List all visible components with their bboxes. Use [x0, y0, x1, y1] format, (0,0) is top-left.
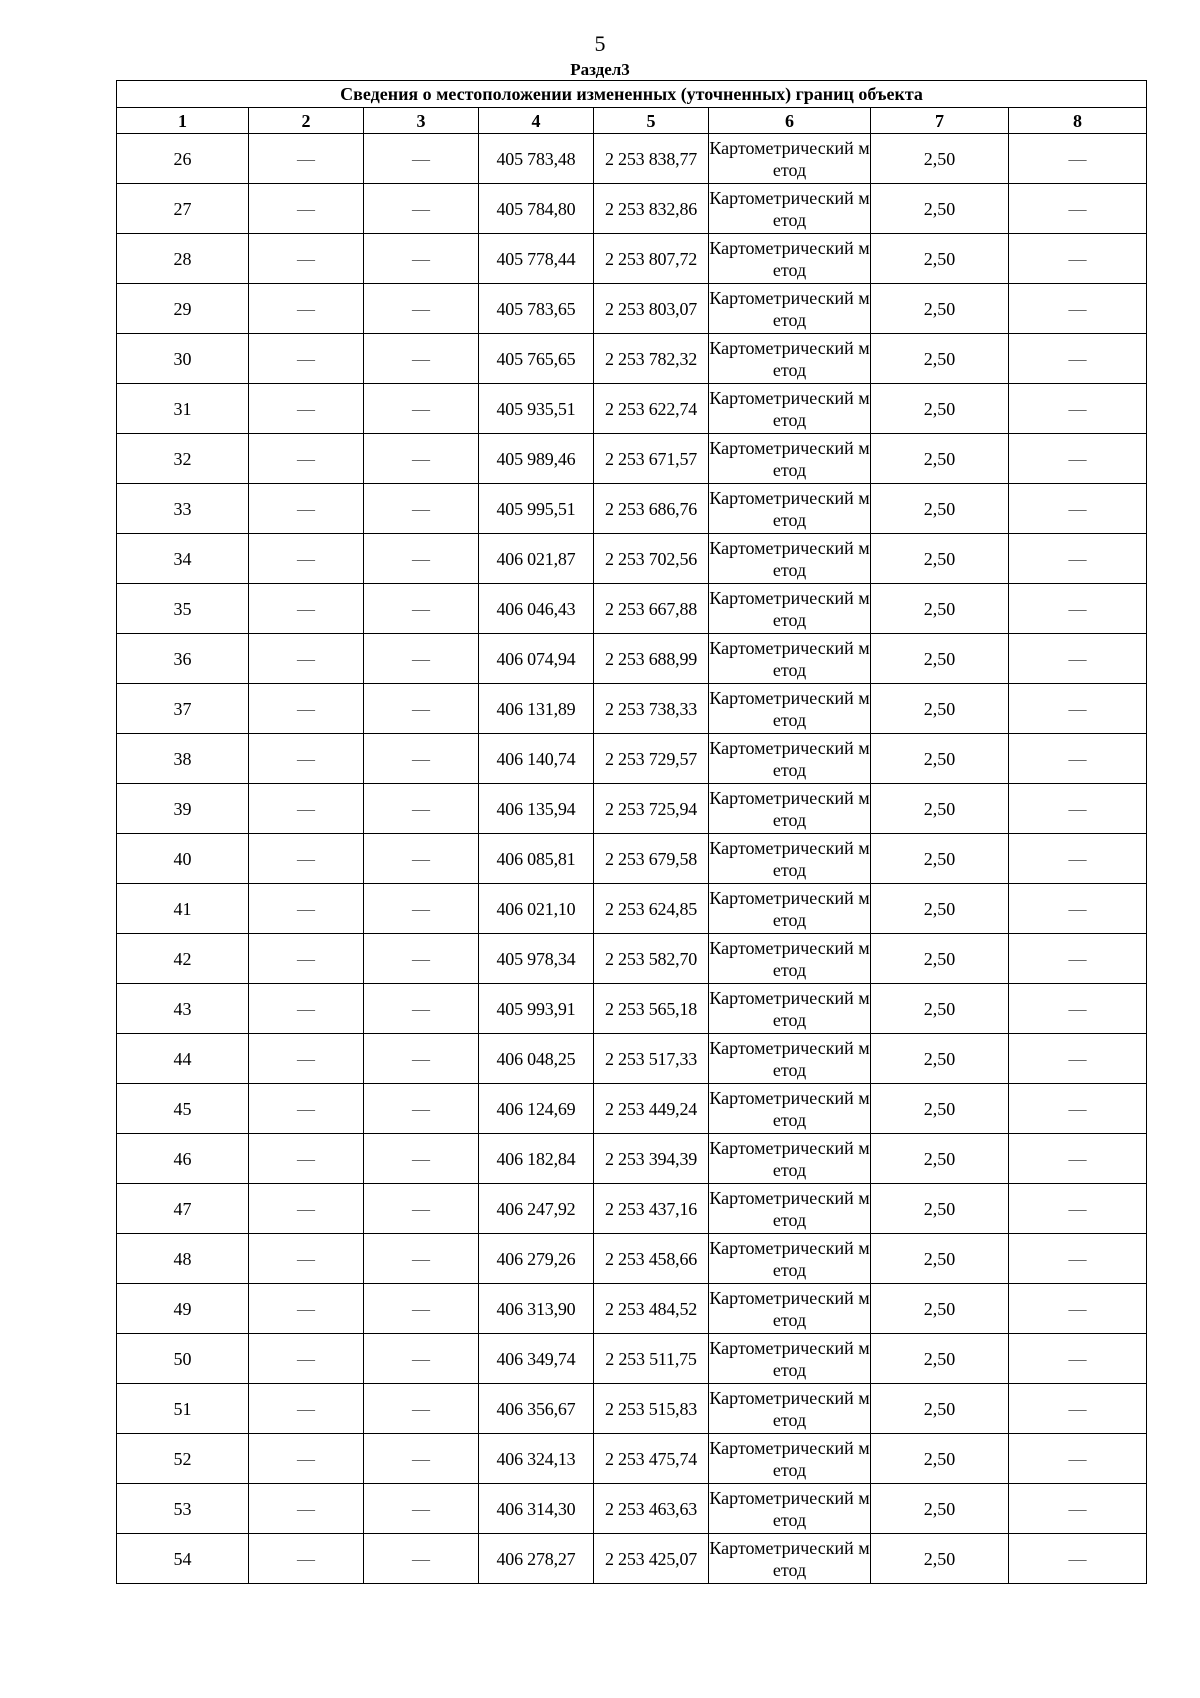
accuracy-cell: 2,50 [871, 1534, 1009, 1584]
table-row [117, 1534, 1147, 1584]
y-coordinate-cell: 2 253 565,18 [594, 984, 709, 1034]
point-number-cell: 53 [117, 1484, 249, 1534]
x-coordinate-cell: 405 783,65 [479, 284, 594, 334]
point-number-cell: 54 [117, 1534, 249, 1584]
accuracy-cell: 2,50 [871, 634, 1009, 684]
column-2-cell: — [249, 1034, 364, 1084]
column-2-cell: — [249, 834, 364, 884]
column-8-cell: — [1009, 284, 1147, 334]
y-coordinate-cell: 2 253 515,83 [594, 1384, 709, 1434]
accuracy-cell: 2,50 [871, 284, 1009, 334]
column-8-cell: — [1009, 684, 1147, 734]
y-coordinate-cell: 2 253 807,72 [594, 234, 709, 284]
y-coordinate-cell: 2 253 437,16 [594, 1184, 709, 1234]
column-3-cell: — [364, 1334, 479, 1384]
method-cell: Картометрический метод [709, 784, 871, 834]
column-8-cell: — [1009, 1534, 1147, 1584]
table-row [117, 1234, 1147, 1284]
point-number-cell: 37 [117, 684, 249, 734]
column-2-cell: — [249, 784, 364, 834]
accuracy-cell: 2,50 [871, 1184, 1009, 1234]
x-coordinate-cell: 406 046,43 [479, 584, 594, 634]
column-number: 1 [117, 108, 249, 134]
accuracy-cell: 2,50 [871, 1234, 1009, 1284]
table-body [117, 134, 1147, 1584]
accuracy-cell: 2,50 [871, 1284, 1009, 1334]
accuracy-cell: 2,50 [871, 934, 1009, 984]
point-number-cell: 29 [117, 284, 249, 334]
y-coordinate-cell: 2 253 803,07 [594, 284, 709, 334]
point-number-cell: 43 [117, 984, 249, 1034]
point-number-cell: 47 [117, 1184, 249, 1234]
method-cell: Картометрический метод [709, 934, 871, 984]
table-row [117, 1384, 1147, 1434]
method-cell: Картометрический метод [709, 1434, 871, 1484]
point-number-cell: 26 [117, 134, 249, 184]
table-row [117, 1334, 1147, 1384]
column-8-cell: — [1009, 634, 1147, 684]
accuracy-cell: 2,50 [871, 684, 1009, 734]
column-2-cell: — [249, 1434, 364, 1484]
accuracy-cell: 2,50 [871, 534, 1009, 584]
column-3-cell: — [364, 1084, 479, 1134]
column-2-cell: — [249, 884, 364, 934]
method-cell: Картометрический метод [709, 534, 871, 584]
boundary-coordinates-table [116, 80, 1147, 1584]
column-8-cell: — [1009, 384, 1147, 434]
column-3-cell: — [364, 384, 479, 434]
column-2-cell: — [249, 584, 364, 634]
method-cell: Картометрический метод [709, 334, 871, 384]
accuracy-cell: 2,50 [871, 134, 1009, 184]
column-3-cell: — [364, 284, 479, 334]
method-cell: Картометрический метод [709, 484, 871, 534]
x-coordinate-cell: 406 124,69 [479, 1084, 594, 1134]
accuracy-cell: 2,50 [871, 1034, 1009, 1084]
column-2-cell: — [249, 134, 364, 184]
column-2-cell: — [249, 434, 364, 484]
column-3-cell: — [364, 234, 479, 284]
column-3-cell: — [364, 1134, 479, 1184]
column-8-cell: — [1009, 1284, 1147, 1334]
point-number-cell: 35 [117, 584, 249, 634]
column-2-cell: — [249, 1234, 364, 1284]
column-number-row [117, 108, 1147, 134]
y-coordinate-cell: 2 253 484,52 [594, 1284, 709, 1334]
column-8-cell: — [1009, 1084, 1147, 1134]
method-cell: Картометрический метод [709, 234, 871, 284]
x-coordinate-cell: 405 765,65 [479, 334, 594, 384]
table-row [117, 1134, 1147, 1184]
point-number-cell: 33 [117, 484, 249, 534]
column-3-cell: — [364, 834, 479, 884]
column-8-cell: — [1009, 1234, 1147, 1284]
table-row [117, 934, 1147, 984]
method-cell: Картометрический метод [709, 1084, 871, 1134]
column-2-cell: — [249, 484, 364, 534]
accuracy-cell: 2,50 [871, 984, 1009, 1034]
y-coordinate-cell: 2 253 425,07 [594, 1534, 709, 1584]
x-coordinate-cell: 406 021,10 [479, 884, 594, 934]
method-cell: Картометрический метод [709, 984, 871, 1034]
method-cell: Картометрический метод [709, 1534, 871, 1584]
y-coordinate-cell: 2 253 458,66 [594, 1234, 709, 1284]
column-8-cell: — [1009, 334, 1147, 384]
x-coordinate-cell: 406 247,92 [479, 1184, 594, 1234]
y-coordinate-cell: 2 253 738,33 [594, 684, 709, 734]
y-coordinate-cell: 2 253 729,57 [594, 734, 709, 784]
y-coordinate-cell: 2 253 463,63 [594, 1484, 709, 1534]
column-8-cell: — [1009, 434, 1147, 484]
column-8-cell: — [1009, 134, 1147, 184]
method-cell: Картометрический метод [709, 884, 871, 934]
method-cell: Картометрический метод [709, 634, 871, 684]
table-caption-row [117, 81, 1147, 108]
accuracy-cell: 2,50 [871, 1384, 1009, 1434]
table-row [117, 984, 1147, 1034]
column-2-cell: — [249, 334, 364, 384]
accuracy-cell: 2,50 [871, 1434, 1009, 1484]
y-coordinate-cell: 2 253 449,24 [594, 1084, 709, 1134]
x-coordinate-cell: 406 324,13 [479, 1434, 594, 1484]
point-number-cell: 46 [117, 1134, 249, 1184]
column-8-cell: — [1009, 1184, 1147, 1234]
table-row [117, 684, 1147, 734]
x-coordinate-cell: 406 349,74 [479, 1334, 594, 1384]
column-2-cell: — [249, 284, 364, 334]
table-row [117, 1084, 1147, 1134]
table-row [117, 334, 1147, 384]
column-8-cell: — [1009, 184, 1147, 234]
column-8-cell: — [1009, 884, 1147, 934]
x-coordinate-cell: 406 279,26 [479, 1234, 594, 1284]
column-2-cell: — [249, 1084, 364, 1134]
point-number-cell: 51 [117, 1384, 249, 1434]
column-number: 5 [594, 108, 709, 134]
column-3-cell: — [364, 334, 479, 384]
column-3-cell: — [364, 584, 479, 634]
column-3-cell: — [364, 1434, 479, 1484]
column-3-cell: — [364, 434, 479, 484]
y-coordinate-cell: 2 253 511,75 [594, 1334, 709, 1384]
accuracy-cell: 2,50 [871, 484, 1009, 534]
column-3-cell: — [364, 484, 479, 534]
y-coordinate-cell: 2 253 582,70 [594, 934, 709, 984]
accuracy-cell: 2,50 [871, 384, 1009, 434]
y-coordinate-cell: 2 253 702,56 [594, 534, 709, 584]
table-row [117, 434, 1147, 484]
accuracy-cell: 2,50 [871, 234, 1009, 284]
column-2-cell: — [249, 984, 364, 1034]
x-coordinate-cell: 406 048,25 [479, 1034, 594, 1084]
page-number: 5 [594, 31, 606, 56]
column-3-cell: — [364, 884, 479, 934]
y-coordinate-cell: 2 253 671,57 [594, 434, 709, 484]
x-coordinate-cell: 406 131,89 [479, 684, 594, 734]
x-coordinate-cell: 406 356,67 [479, 1384, 594, 1434]
method-cell: Картометрический метод [709, 584, 871, 634]
table-row [117, 1434, 1147, 1484]
column-8-cell: — [1009, 534, 1147, 584]
x-coordinate-cell: 405 783,48 [479, 134, 594, 184]
method-cell: Картометрический метод [709, 1484, 871, 1534]
method-cell: Картометрический метод [709, 1284, 871, 1334]
method-cell: Картометрический метод [709, 1034, 871, 1084]
point-number-cell: 42 [117, 934, 249, 984]
method-cell: Картометрический метод [709, 834, 871, 884]
y-coordinate-cell: 2 253 686,76 [594, 484, 709, 534]
column-3-cell: — [364, 734, 479, 784]
x-coordinate-cell: 406 074,94 [479, 634, 594, 684]
table-row [117, 484, 1147, 534]
method-cell: Картометрический метод [709, 284, 871, 334]
column-3-cell: — [364, 1034, 479, 1084]
column-number: 8 [1009, 108, 1147, 134]
y-coordinate-cell: 2 253 624,85 [594, 884, 709, 934]
column-2-cell: — [249, 1334, 364, 1384]
point-number-cell: 50 [117, 1334, 249, 1384]
point-number-cell: 48 [117, 1234, 249, 1284]
accuracy-cell: 2,50 [871, 734, 1009, 784]
column-3-cell: — [364, 1184, 479, 1234]
y-coordinate-cell: 2 253 475,74 [594, 1434, 709, 1484]
table-row [117, 834, 1147, 884]
column-2-cell: — [249, 534, 364, 584]
accuracy-cell: 2,50 [871, 334, 1009, 384]
column-3-cell: — [364, 1484, 479, 1534]
column-8-cell: — [1009, 934, 1147, 984]
column-3-cell: — [364, 634, 479, 684]
column-3-cell: — [364, 984, 479, 1034]
column-8-cell: — [1009, 1134, 1147, 1184]
point-number-cell: 39 [117, 784, 249, 834]
column-2-cell: — [249, 384, 364, 434]
y-coordinate-cell: 2 253 667,88 [594, 584, 709, 634]
column-2-cell: — [249, 1134, 364, 1184]
point-number-cell: 38 [117, 734, 249, 784]
column-2-cell: — [249, 1184, 364, 1234]
x-coordinate-cell: 405 993,91 [479, 984, 594, 1034]
accuracy-cell: 2,50 [871, 784, 1009, 834]
column-2-cell: — [249, 1284, 364, 1334]
column-3-cell: — [364, 784, 479, 834]
column-3-cell: — [364, 1284, 479, 1334]
column-2-cell: — [249, 184, 364, 234]
x-coordinate-cell: 406 135,94 [479, 784, 594, 834]
column-8-cell: — [1009, 1034, 1147, 1084]
y-coordinate-cell: 2 253 679,58 [594, 834, 709, 884]
table-row [117, 284, 1147, 334]
section-title: Раздел3 [570, 60, 630, 79]
table-row [117, 584, 1147, 634]
column-3-cell: — [364, 1384, 479, 1434]
column-2-cell: — [249, 634, 364, 684]
column-8-cell: — [1009, 734, 1147, 784]
column-3-cell: — [364, 684, 479, 734]
column-2-cell: — [249, 1534, 364, 1584]
column-number: 7 [871, 108, 1009, 134]
column-8-cell: — [1009, 1334, 1147, 1384]
point-number-cell: 45 [117, 1084, 249, 1134]
table-row [117, 534, 1147, 584]
accuracy-cell: 2,50 [871, 1484, 1009, 1534]
method-cell: Картометрический метод [709, 434, 871, 484]
x-coordinate-cell: 406 314,30 [479, 1484, 594, 1534]
column-8-cell: — [1009, 834, 1147, 884]
x-coordinate-cell: 405 778,44 [479, 234, 594, 284]
point-number-cell: 32 [117, 434, 249, 484]
table-row [117, 1184, 1147, 1234]
x-coordinate-cell: 406 313,90 [479, 1284, 594, 1334]
method-cell: Картометрический метод [709, 684, 871, 734]
method-cell: Картометрический метод [709, 734, 871, 784]
point-number-cell: 28 [117, 234, 249, 284]
column-8-cell: — [1009, 234, 1147, 284]
accuracy-cell: 2,50 [871, 884, 1009, 934]
method-cell: Картометрический метод [709, 184, 871, 234]
y-coordinate-cell: 2 253 782,32 [594, 334, 709, 384]
point-number-cell: 52 [117, 1434, 249, 1484]
y-coordinate-cell: 2 253 394,39 [594, 1134, 709, 1184]
column-8-cell: — [1009, 784, 1147, 834]
column-3-cell: — [364, 184, 479, 234]
column-2-cell: — [249, 234, 364, 284]
x-coordinate-cell: 405 989,46 [479, 434, 594, 484]
point-number-cell: 34 [117, 534, 249, 584]
y-coordinate-cell: 2 253 517,33 [594, 1034, 709, 1084]
x-coordinate-cell: 406 182,84 [479, 1134, 594, 1184]
accuracy-cell: 2,50 [871, 434, 1009, 484]
accuracy-cell: 2,50 [871, 184, 1009, 234]
accuracy-cell: 2,50 [871, 1334, 1009, 1384]
accuracy-cell: 2,50 [871, 1134, 1009, 1184]
x-coordinate-cell: 405 784,80 [479, 184, 594, 234]
column-2-cell: — [249, 684, 364, 734]
column-number: 3 [364, 108, 479, 134]
x-coordinate-cell: 405 995,51 [479, 484, 594, 534]
column-3-cell: — [364, 534, 479, 584]
x-coordinate-cell: 406 021,87 [479, 534, 594, 584]
table-row [117, 1034, 1147, 1084]
column-8-cell: — [1009, 584, 1147, 634]
column-8-cell: — [1009, 484, 1147, 534]
point-number-cell: 27 [117, 184, 249, 234]
y-coordinate-cell: 2 253 688,99 [594, 634, 709, 684]
column-2-cell: — [249, 734, 364, 784]
x-coordinate-cell: 406 085,81 [479, 834, 594, 884]
column-3-cell: — [364, 134, 479, 184]
y-coordinate-cell: 2 253 622,74 [594, 384, 709, 434]
y-coordinate-cell: 2 253 725,94 [594, 784, 709, 834]
column-8-cell: — [1009, 1484, 1147, 1534]
column-number: 6 [709, 108, 871, 134]
table-row [117, 384, 1147, 434]
x-coordinate-cell: 406 140,74 [479, 734, 594, 784]
accuracy-cell: 2,50 [871, 834, 1009, 884]
column-3-cell: — [364, 934, 479, 984]
point-number-cell: 36 [117, 634, 249, 684]
table-row [117, 1484, 1147, 1534]
table-row [117, 734, 1147, 784]
column-2-cell: — [249, 1384, 364, 1434]
method-cell: Картометрический метод [709, 1384, 871, 1434]
point-number-cell: 41 [117, 884, 249, 934]
method-cell: Картометрический метод [709, 384, 871, 434]
table-row [117, 234, 1147, 284]
point-number-cell: 40 [117, 834, 249, 884]
table-row [117, 184, 1147, 234]
column-2-cell: — [249, 1484, 364, 1534]
column-8-cell: — [1009, 984, 1147, 1034]
y-coordinate-cell: 2 253 838,77 [594, 134, 709, 184]
x-coordinate-cell: 406 278,27 [479, 1534, 594, 1584]
column-number: 4 [479, 108, 594, 134]
column-number: 2 [249, 108, 364, 134]
table-row [117, 1284, 1147, 1334]
table-row [117, 784, 1147, 834]
column-2-cell: — [249, 934, 364, 984]
method-cell: Картометрический метод [709, 1234, 871, 1284]
accuracy-cell: 2,50 [871, 584, 1009, 634]
column-3-cell: — [364, 1234, 479, 1284]
method-cell: Картометрический метод [709, 1334, 871, 1384]
y-coordinate-cell: 2 253 832,86 [594, 184, 709, 234]
method-cell: Картометрический метод [709, 1184, 871, 1234]
column-8-cell: — [1009, 1384, 1147, 1434]
point-number-cell: 49 [117, 1284, 249, 1334]
table-caption: Сведения о местоположении измененных (уточненных) границ объекта [117, 81, 1147, 108]
table-row [117, 634, 1147, 684]
x-coordinate-cell: 405 978,34 [479, 934, 594, 984]
column-3-cell: — [364, 1534, 479, 1584]
accuracy-cell: 2,50 [871, 1084, 1009, 1134]
x-coordinate-cell: 405 935,51 [479, 384, 594, 434]
point-number-cell: 31 [117, 384, 249, 434]
point-number-cell: 30 [117, 334, 249, 384]
table-row [117, 134, 1147, 184]
table-row [117, 884, 1147, 934]
method-cell: Картометрический метод [709, 134, 871, 184]
column-8-cell: — [1009, 1434, 1147, 1484]
method-cell: Картометрический метод [709, 1134, 871, 1184]
point-number-cell: 44 [117, 1034, 249, 1084]
